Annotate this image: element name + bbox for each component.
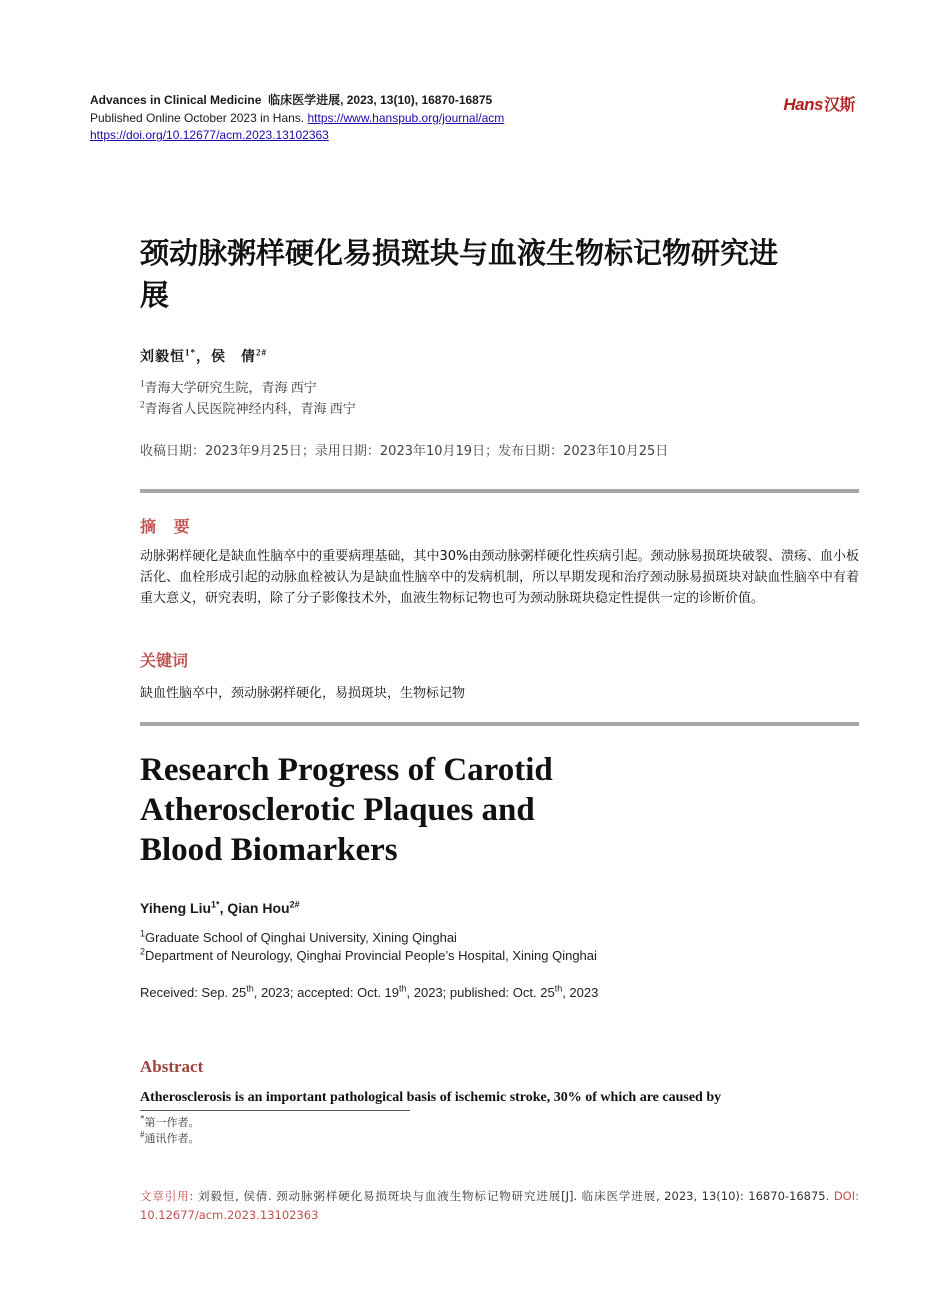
affiliation-en-2-text: Department of Neurology, Qinghai Provincial People’s Hospital, Xining Qinghai [145, 948, 597, 963]
published-sup: th [554, 983, 563, 994]
author-2-en-sup: 2# [289, 899, 300, 910]
affiliation-en-2-num: 2 [140, 946, 146, 957]
journal-issue-info: 临床医学进展, 2023, 13(10), 16870-16875 [268, 93, 493, 107]
author-1-en-sup: 1* [211, 899, 220, 910]
received-sup: th [246, 983, 254, 994]
citation-block [140, 1187, 859, 1225]
affiliation-cn-1 [140, 377, 317, 396]
footnote-2-mark: # [140, 1129, 145, 1140]
hans-logo [783, 92, 855, 115]
keywords-heading-cn: 关键词 [140, 651, 189, 670]
footnote-corresponding [140, 1130, 200, 1146]
citation-text: 刘毅恒, 侯倩. 颈动脉粥样硬化易损斑块与血液生物标记物研究进展[J]. 临床医学进展, 2023, 13(10): 16870-16875. [197, 1189, 830, 1203]
affiliation-en-1-text: Graduate School of Qinghai University, Xining Qinghai [145, 930, 457, 945]
author-2-en: Qian Hou [227, 900, 290, 916]
author-1-cn-sup: 1* [185, 347, 196, 358]
accepted-sup: th [399, 983, 407, 994]
affiliation-cn-2 [140, 398, 356, 417]
logo-cn: 汉斯 [823, 97, 855, 114]
footnote-1-text: 第一作者。 [144, 1117, 200, 1129]
title-en-line-2: Atherosclerotic Plaques and [140, 792, 535, 828]
authors-en [140, 900, 300, 916]
divider-top [140, 489, 859, 493]
footnote-rule [140, 1110, 410, 1111]
author-2-cn: 侯 倩 [211, 350, 256, 365]
author-2-cn-sup: 2# [256, 347, 267, 358]
logo-en: Hans [783, 95, 823, 114]
affiliation-cn-1-num: 1 [140, 378, 145, 389]
abstract-en-first-line: Atherosclerosis is an important pathological basis of ischemic stroke, 30% of which are caused by [140, 1090, 722, 1105]
author-1-cn: 刘毅恒 [140, 350, 185, 365]
citation-label: 文章引用: [140, 1189, 194, 1203]
abstract-cn: 动脉粥样硬化是缺血性脑卒中的重要病理基础，其中30%由颈动脉粥样硬化性疾病引起。颈动脉易损斑块破裂、溃疡、血小板活化、血栓形成引起的动脉血栓被认为是缺血性脑卒中的发病机制，所以早期发现和治疗颈动脉易损斑块对缺血性脑卒中有着重大意义，研究表明，除了分子影像技术外，血液生物标记物也可为颈动脉斑块稳定性提供一定的诊断价值。 [140, 549, 859, 606]
keywords-cn: 缺血性脑卒中，颈动脉粥样硬化，易损斑块，生物标记物 [140, 686, 466, 701]
footnote-2-text: 通讯作者。 [144, 1133, 200, 1145]
publication-line [90, 110, 504, 127]
abstract-heading-en: Abstract [140, 1057, 204, 1076]
affiliation-cn-2-num: 2 [140, 399, 145, 410]
published-text: Published Online October 2023 in Hans. [90, 111, 305, 125]
citation-doi[interactable]: DOI: 10.12677/acm.2023.13102363 [140, 1189, 860, 1222]
footnote-first-author [140, 1114, 200, 1130]
authors-cn [140, 346, 267, 366]
year-tail: , 2023 [562, 985, 599, 1000]
article-title-en [140, 750, 760, 870]
journal-url-link[interactable]: https://www.hanspub.org/journal/acm [307, 111, 505, 125]
dates-cn: 收稿日期：2023年9月25日；录用日期：2023年10月19日；发布日期：2023年10月25日 [140, 444, 669, 459]
title-en-line-1: Research Progress of Carotid [140, 752, 553, 788]
affiliation-cn-2-text: 青海省人民医院神经内科，青海 西宁 [144, 401, 356, 416]
doi-url-link[interactable]: https://doi.org/10.12677/acm.2023.13102363 [90, 128, 329, 142]
author-sep-cn: ， [196, 350, 211, 365]
dates-en [140, 985, 598, 1000]
footnote-1-mark: * [140, 1113, 145, 1124]
affiliation-en-2 [140, 948, 597, 963]
received-date: Received: Sep. 25 [140, 985, 247, 1000]
affiliation-en-1-num: 1 [140, 928, 146, 939]
affiliation-en-1 [140, 930, 457, 945]
journal-name: Advances in Clinical Medicine [90, 93, 262, 107]
published-date: , 2023; published: Oct. 25 [406, 985, 555, 1000]
article-title-cn: 颈动脉粥样硬化易损斑块与血液生物标记物研究进展 [140, 236, 779, 312]
title-en-line-3: Blood Biomarkers [140, 832, 398, 868]
accepted-date: , 2023; accepted: Oct. 19 [253, 985, 400, 1000]
affiliation-cn-1-text: 青海大学研究生院，青海 西宁 [144, 380, 317, 395]
abstract-heading-cn: 摘 要 [140, 517, 196, 536]
author-1-en: Yiheng Liu [140, 900, 212, 916]
journal-header [90, 92, 492, 109]
divider-bottom [140, 722, 859, 726]
doi-line [90, 127, 329, 144]
author-sep-en: , [219, 900, 228, 916]
